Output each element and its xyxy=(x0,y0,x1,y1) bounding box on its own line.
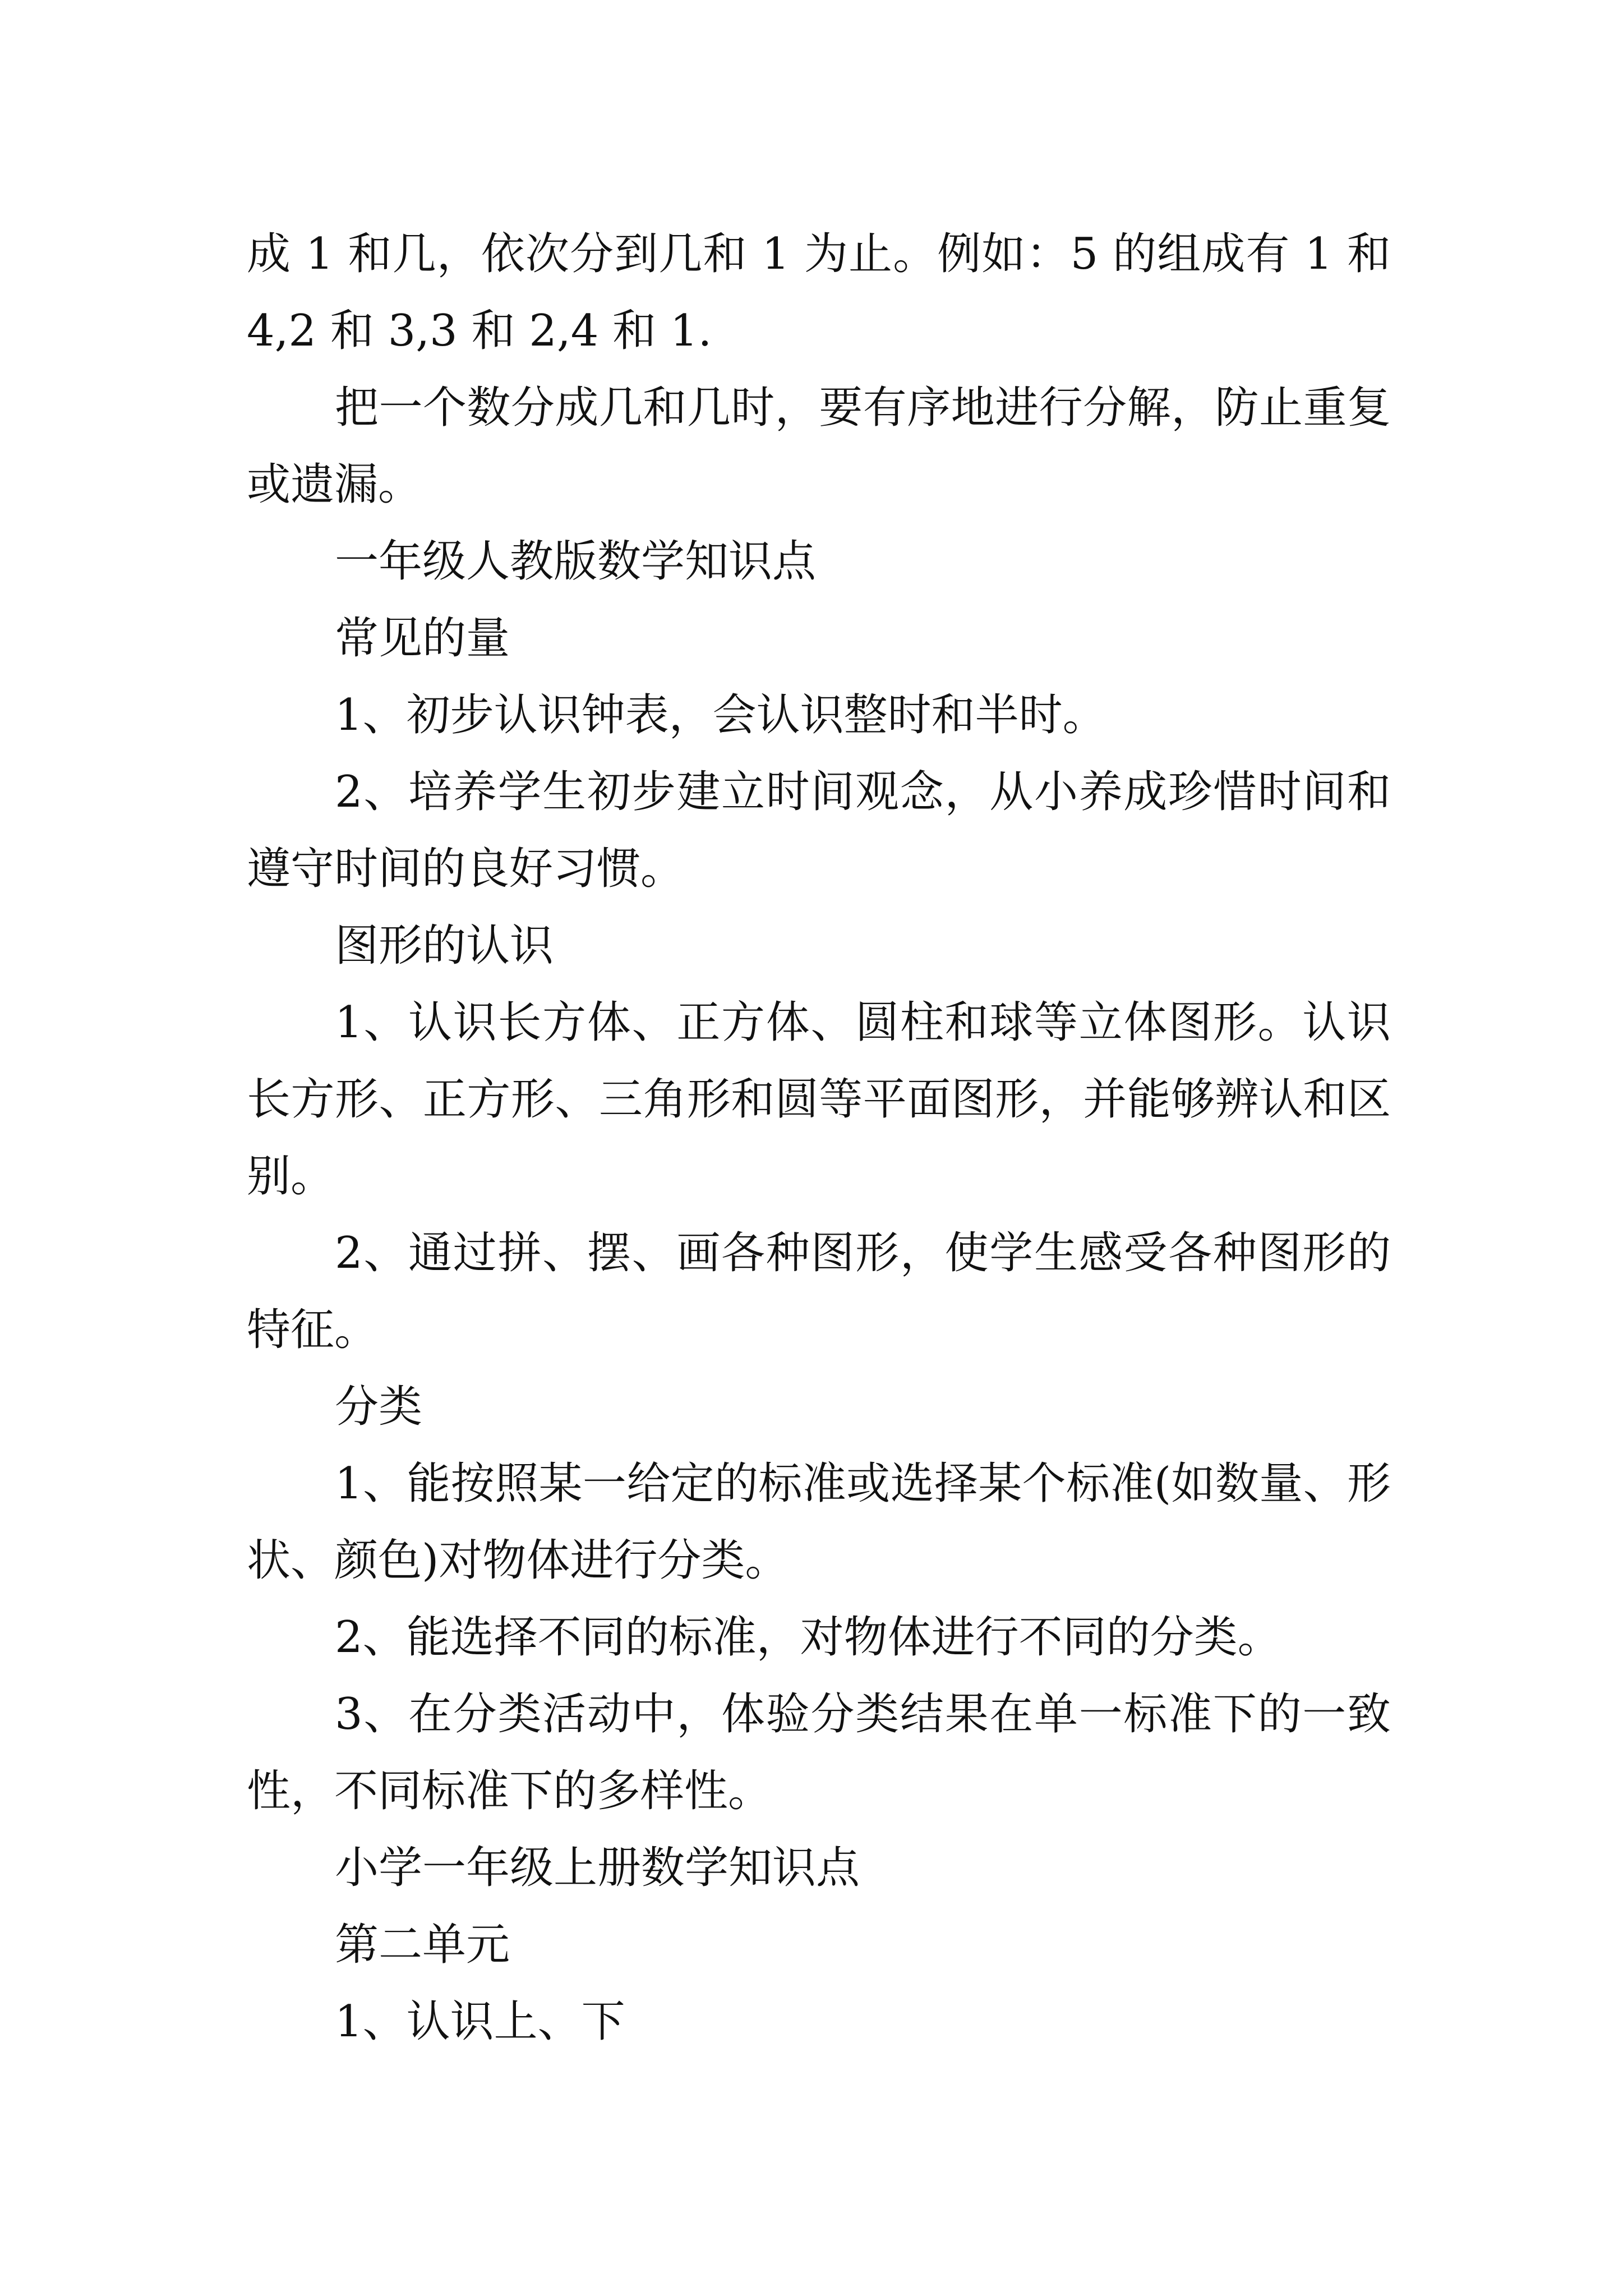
section-heading: 小学一年级上册数学知识点 xyxy=(335,1843,860,1893)
list-item: 2、培养学生初步建立时间观念，从小养成珍惜时间和遵守时间的良好习惯。 xyxy=(247,767,1391,894)
list-item: 2、能选择不同的标准，对物体进行不同的分类。 xyxy=(335,1612,1281,1663)
list-item: 1、认识长方体、正方体、圆柱和球等立体图形。认识长方形、正方形、三角形和圆等平面图形，并能够辨认和区别。 xyxy=(247,997,1391,1202)
subsection-heading: 常见的量 xyxy=(335,613,510,664)
paragraph: 把一个数分成几和几时，要有序地进行分解，防止重复或遗漏。 xyxy=(247,383,1391,510)
subsection-heading: 第二单元 xyxy=(335,1920,510,1970)
paragraph-continuation: 成 1 和几，依次分到几和 1 为止。例如：5 的组成有 1 和 4,2 和 3,3 和 2,4 和 1. xyxy=(247,229,1391,356)
list-item: 1、初步认识钟表，会认识整时和半时。 xyxy=(335,690,1106,740)
section-heading: 一年级人教版数学知识点 xyxy=(335,536,817,587)
list-item: 3、在分类活动中，体验分类结果在单一标准下的一致性，不同标准下的多样性。 xyxy=(247,1689,1391,1816)
subsection-heading: 图形的认识 xyxy=(335,921,554,971)
list-item: 2、通过拼、摆、画各种图形，使学生感受各种图形的特征。 xyxy=(247,1228,1391,1355)
document-body xyxy=(247,216,1391,2060)
list-item: 1、能按照某一给定的标准或选择某个标准(如数量、形状、颜色)对物体进行分类。 xyxy=(247,1458,1391,1586)
subsection-heading: 分类 xyxy=(335,1382,423,1432)
list-item: 1、认识上、下 xyxy=(335,1996,625,2047)
